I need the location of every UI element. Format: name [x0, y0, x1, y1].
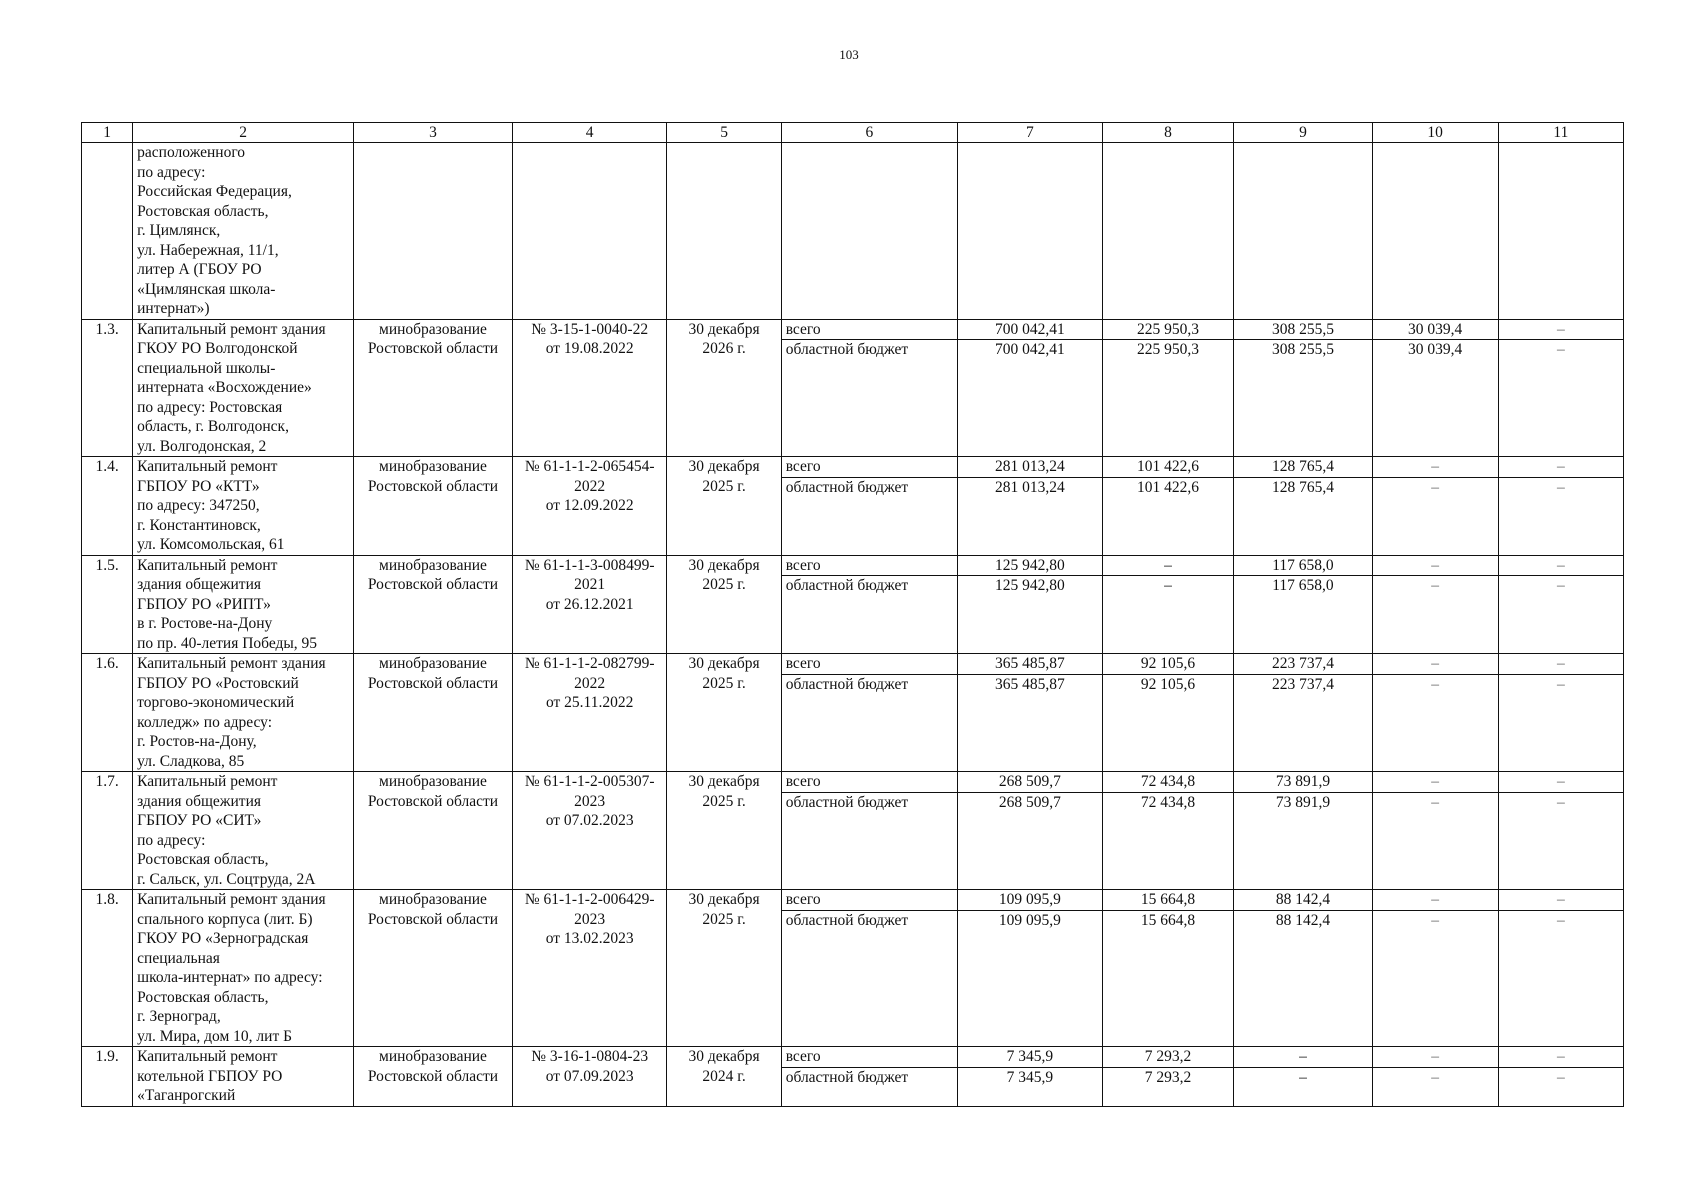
cell-line: Ростовской области [367, 576, 499, 593]
cell-line: Капитальный ремонт [137, 556, 278, 574]
cell-line: Российская Федерация, [137, 183, 292, 200]
item-name [133, 772, 354, 890]
cell-line: ГКОУ РО Волгодонской [137, 340, 298, 357]
amount-col-7: 365 485,87 [957, 674, 1102, 772]
item-name [133, 654, 354, 772]
cell-line: № 61-1-1-2-065454- [524, 458, 655, 475]
amount-col-10: 30 039,4 [1372, 319, 1498, 340]
amount-col-11: – [1498, 555, 1623, 576]
amount-col-7: 281 013,24 [957, 477, 1102, 555]
funding-source: областной бюджет [781, 340, 957, 457]
cell-line: по пр. 40-летия Победы, 95 [137, 634, 318, 652]
item-deadline [667, 654, 781, 772]
item-document [512, 654, 667, 772]
cell-line: Ростовской области [367, 340, 499, 357]
cell-line: 30 декабря [688, 891, 760, 908]
item-customer [354, 772, 513, 890]
amount-col-8: – [1102, 576, 1234, 654]
header-cell: 11 [1498, 123, 1623, 143]
cell-line: специальная [137, 949, 220, 967]
cell-line: здания общежития [137, 792, 261, 810]
amount-col-9: 128 765,4 [1234, 477, 1372, 555]
header-cell: 9 [1234, 123, 1372, 143]
continuation-cell-8 [1102, 143, 1234, 320]
item-number: 1.6. [82, 654, 133, 772]
table-row [82, 890, 1624, 911]
item-customer [354, 319, 513, 457]
item-number: 1.8. [82, 890, 133, 1047]
cell-line: минобразование [379, 773, 487, 790]
continuation-cell-4 [512, 143, 667, 320]
cell-line: ул. Комсомольская, 61 [137, 536, 285, 553]
cell-line: Ростовской области [367, 792, 499, 810]
amount-col-7: 7 345,9 [957, 1047, 1102, 1068]
cell-line: 2025 г. [702, 477, 746, 495]
amount-col-9: 308 255,5 [1234, 340, 1372, 457]
item-deadline [667, 1047, 781, 1107]
cell-line: по адресу: [137, 831, 206, 849]
amount-col-7: 109 095,9 [957, 910, 1102, 1047]
amount-col-11: – [1498, 890, 1623, 911]
amount-col-8: – [1102, 555, 1234, 576]
amount-col-9: – [1234, 1067, 1372, 1106]
amount-col-8: 72 434,8 [1102, 792, 1234, 890]
amount-col-11: – [1498, 1047, 1623, 1068]
amount-col-7: 700 042,41 [957, 319, 1102, 340]
cell-line: минобразование [379, 556, 487, 574]
funding-source: всего [781, 890, 957, 911]
funding-source: областной бюджет [781, 674, 957, 772]
item-customer [354, 654, 513, 772]
cell-line: расположенного [137, 144, 246, 161]
amount-col-7: 268 509,7 [957, 772, 1102, 793]
amount-col-8: 101 422,6 [1102, 457, 1234, 478]
amount-col-11: – [1498, 910, 1623, 1047]
cell-line: колледж» по адресу: [137, 713, 273, 731]
cell-line: от 25.11.2022 [545, 694, 634, 711]
funding-source: всего [781, 1047, 957, 1068]
cell-line: ГБПОУ РО «РИПТ» [137, 595, 271, 613]
continuation-cell-10 [1372, 143, 1498, 320]
cell-line: 2023 [574, 910, 606, 928]
cell-line: от 13.02.2023 [545, 930, 634, 947]
cell-line: в г. Ростове-на-Дону [137, 615, 273, 632]
cell-line: ул. Сладкова, 85 [137, 752, 245, 770]
cell-line: № 61-1-1-3-008499- [524, 556, 655, 574]
funding-source: областной бюджет [781, 792, 957, 890]
cell-line: минобразование [379, 320, 487, 338]
cell-line: г. Ростов-на-Дону, [137, 733, 257, 750]
header-cell: 10 [1372, 123, 1498, 143]
amount-col-9: 223 737,4 [1234, 654, 1372, 675]
amount-col-8: 15 664,8 [1102, 910, 1234, 1047]
header-cell: 1 [82, 123, 133, 143]
header-cell: 7 [957, 123, 1102, 143]
item-name [133, 319, 354, 457]
amount-col-9: 128 765,4 [1234, 457, 1372, 478]
amount-col-9: 117 658,0 [1234, 555, 1372, 576]
cell-line: интерната «Восхождение» [137, 379, 312, 396]
cell-line: 2022 [574, 674, 606, 692]
cell-line: 2025 г. [702, 576, 746, 593]
cell-line: 2022 [574, 477, 606, 495]
cell-line: Ростовской области [367, 477, 499, 495]
item-customer [354, 457, 513, 556]
cell-line: ул. Волгодонская, 2 [137, 437, 267, 455]
table-row [82, 1047, 1624, 1068]
continuation-cell-1 [82, 143, 133, 320]
amount-col-11: – [1498, 319, 1623, 340]
amount-col-10: – [1372, 457, 1498, 478]
funding-source: областной бюджет [781, 576, 957, 654]
item-document [512, 319, 667, 457]
item-customer [354, 555, 513, 654]
amount-col-11: – [1498, 477, 1623, 555]
table-row [82, 772, 1624, 793]
page-number: 103 [839, 47, 859, 62]
continuation-cell-6 [781, 143, 957, 320]
cell-line: Ростовской области [367, 674, 499, 692]
item-name [133, 890, 354, 1047]
table-row [82, 457, 1624, 478]
amount-col-7: 365 485,87 [957, 654, 1102, 675]
cell-line: Ростовская область, [137, 202, 269, 220]
cell-line: г. Сальск, ул. Соцтруда, 2А [137, 870, 316, 888]
cell-line: 30 декабря [688, 320, 760, 338]
cell-line: «Таганрогский [137, 1087, 236, 1104]
cell-line: котельной ГБПОУ РО [137, 1067, 283, 1085]
cell-line: 2021 [574, 576, 606, 593]
cell-line: Капитальный ремонт [137, 458, 278, 475]
amount-col-10: – [1372, 654, 1498, 675]
amount-col-9: – [1234, 1047, 1372, 1068]
cell-line: минобразование [379, 891, 487, 908]
amount-col-9: 88 142,4 [1234, 910, 1372, 1047]
amount-col-10: – [1372, 890, 1498, 911]
amount-col-11: – [1498, 576, 1623, 654]
amount-col-11: – [1498, 792, 1623, 890]
amount-col-8: 101 422,6 [1102, 477, 1234, 555]
item-name [133, 555, 354, 654]
item-name [133, 457, 354, 556]
item-number: 1.4. [82, 457, 133, 556]
cell-line: 2024 г. [702, 1067, 746, 1085]
funding-source: областной бюджет [781, 1067, 957, 1106]
funding-source: всего [781, 772, 957, 793]
cell-line: «Цимлянская школа- [137, 280, 276, 298]
cell-line: ГБПОУ РО «КТТ» [137, 477, 260, 495]
cell-line: минобразование [379, 458, 487, 475]
table-row [82, 654, 1624, 675]
cell-line: г. Цимлянск, [137, 222, 221, 239]
funding-source: всего [781, 555, 957, 576]
item-number: 1.7. [82, 772, 133, 890]
cell-line: минобразование [379, 1048, 487, 1065]
item-document [512, 890, 667, 1047]
amount-col-7: 700 042,41 [957, 340, 1102, 457]
amount-col-10: – [1372, 792, 1498, 890]
continuation-cell-11 [1498, 143, 1623, 320]
amount-col-10: – [1372, 674, 1498, 772]
cell-line: литер А (ГБОУ РО [137, 261, 262, 278]
cell-line: 2025 г. [702, 674, 746, 692]
amount-col-10: – [1372, 910, 1498, 1047]
cell-line: торгово-экономический [137, 694, 295, 711]
funding-source: всего [781, 654, 957, 675]
cell-line: от 12.09.2022 [545, 497, 634, 514]
cell-line: 2026 г. [702, 340, 746, 357]
continuation-cell-2 [133, 143, 354, 320]
amount-col-10: – [1372, 772, 1498, 793]
funding-source: областной бюджет [781, 477, 957, 555]
cell-line: № 61-1-1-2-082799- [524, 655, 655, 672]
amount-col-7: 7 345,9 [957, 1067, 1102, 1106]
amount-col-8: 225 950,3 [1102, 319, 1234, 340]
cell-line: от 26.12.2021 [545, 595, 634, 613]
item-name [133, 1047, 354, 1107]
cell-line: № 3-15-1-0040-22 [531, 320, 649, 338]
item-document [512, 555, 667, 654]
cell-line: 30 декабря [688, 556, 760, 574]
cell-line: № 3-16-1-0804-23 [531, 1048, 649, 1065]
amount-col-10: – [1372, 576, 1498, 654]
amount-col-10: – [1372, 1047, 1498, 1068]
cell-line: 2023 [574, 792, 606, 810]
item-customer [354, 1047, 513, 1107]
header-cell: 6 [781, 123, 957, 143]
header-cell: 4 [512, 123, 667, 143]
amount-col-10: 30 039,4 [1372, 340, 1498, 457]
cell-line: Капитальный ремонт здания [137, 891, 326, 908]
cell-line: № 61-1-1-2-006429- [524, 891, 655, 908]
amount-col-11: – [1498, 340, 1623, 457]
amount-col-7: 125 942,80 [957, 555, 1102, 576]
funding-source: областной бюджет [781, 910, 957, 1047]
amount-col-8: 92 105,6 [1102, 674, 1234, 772]
amount-col-7: 281 013,24 [957, 457, 1102, 478]
amount-col-8: 225 950,3 [1102, 340, 1234, 457]
amount-col-8: 7 293,2 [1102, 1047, 1234, 1068]
amount-col-11: – [1498, 1067, 1623, 1106]
amount-col-10: – [1372, 477, 1498, 555]
cell-line: по адресу: Ростовская [137, 398, 283, 416]
cell-line: ул. Мира, дом 10, лит Б [137, 1027, 293, 1045]
cell-line: Ростовская область, [137, 851, 269, 868]
cell-line: по адресу: 347250, [137, 497, 260, 514]
amount-col-9: 73 891,9 [1234, 792, 1372, 890]
amount-col-11: – [1498, 654, 1623, 675]
cell-line: ГБПОУ РО «Ростовский [137, 674, 299, 692]
cell-line: ул. Набережная, 11/1, [137, 241, 279, 259]
item-deadline [667, 890, 781, 1047]
cell-line: Ростовской области [367, 1067, 499, 1085]
amount-col-8: 15 664,8 [1102, 890, 1234, 911]
item-deadline [667, 319, 781, 457]
item-number: 1.5. [82, 555, 133, 654]
cell-line: № 61-1-1-2-005307- [524, 773, 655, 790]
header-cell: 2 [133, 123, 354, 143]
cell-line: Капитальный ремонт [137, 1048, 278, 1065]
cell-line: г. Зерноград, [137, 1008, 221, 1025]
amount-col-10: – [1372, 555, 1498, 576]
amount-col-8: 92 105,6 [1102, 654, 1234, 675]
cell-line: Капитальный ремонт [137, 773, 278, 790]
item-document [512, 457, 667, 556]
cell-line: 30 декабря [688, 458, 760, 475]
cell-line: от 07.02.2023 [545, 812, 634, 829]
cell-line: 30 декабря [688, 1048, 760, 1065]
amount-col-11: – [1498, 772, 1623, 793]
cell-line: спального корпуса (лит. Б) [137, 910, 313, 928]
cell-line: специальной школы- [137, 359, 276, 377]
continuation-cell-5 [667, 143, 781, 320]
cell-line: Капитальный ремонт здания [137, 655, 326, 672]
cell-line: от 07.09.2023 [545, 1067, 634, 1085]
funding-source: всего [781, 457, 957, 478]
amount-col-8: 7 293,2 [1102, 1067, 1234, 1106]
table-body [82, 123, 1624, 1107]
cell-line: школа-интернат» по адресу: [137, 969, 323, 986]
cell-line: ГБПОУ РО «СИТ» [137, 812, 262, 829]
header-cell: 8 [1102, 123, 1234, 143]
amount-col-9: 117 658,0 [1234, 576, 1372, 654]
cell-line: от 19.08.2022 [545, 340, 634, 357]
header-cell: 3 [354, 123, 513, 143]
amount-col-9: 308 255,5 [1234, 319, 1372, 340]
cell-line: по адресу: [137, 163, 206, 181]
cell-line: Капитальный ремонт здания [137, 320, 326, 338]
cell-line: Ростовская область, [137, 988, 269, 1006]
cell-line: область, г. Волгодонск, [137, 418, 289, 435]
amount-col-9: 88 142,4 [1234, 890, 1372, 911]
cell-line: 2025 г. [702, 792, 746, 810]
item-number: 1.9. [82, 1047, 133, 1107]
cell-line: 30 декабря [688, 773, 760, 790]
amount-col-11: – [1498, 674, 1623, 772]
cell-line: г. Константиновск, [137, 516, 261, 534]
cell-line: минобразование [379, 655, 487, 672]
cell-line: Ростовской области [367, 910, 499, 928]
amount-col-8: 72 434,8 [1102, 772, 1234, 793]
amount-col-9: 223 737,4 [1234, 674, 1372, 772]
item-deadline [667, 457, 781, 556]
header-cell: 5 [667, 123, 781, 143]
item-deadline [667, 772, 781, 890]
item-document [512, 1047, 667, 1107]
amount-col-9: 73 891,9 [1234, 772, 1372, 793]
continuation-row [82, 143, 1624, 320]
column-number-row [82, 123, 1624, 143]
item-number: 1.3. [82, 319, 133, 457]
amount-col-10: – [1372, 1067, 1498, 1106]
continuation-cell-3 [354, 143, 513, 320]
continuation-cell-7 [957, 143, 1102, 320]
continuation-cell-9 [1234, 143, 1372, 320]
budget-table [81, 122, 1624, 1107]
item-customer [354, 890, 513, 1047]
amount-col-11: – [1498, 457, 1623, 478]
item-deadline [667, 555, 781, 654]
funding-source: всего [781, 319, 957, 340]
cell-line: здания общежития [137, 576, 261, 593]
cell-line: интернат») [137, 300, 210, 317]
table-row [82, 319, 1624, 340]
cell-line: 30 декабря [688, 655, 760, 672]
cell-line: ГКОУ РО «Зерноградская [137, 930, 309, 947]
table-row [82, 555, 1624, 576]
amount-col-7: 109 095,9 [957, 890, 1102, 911]
amount-col-7: 268 509,7 [957, 792, 1102, 890]
item-document [512, 772, 667, 890]
amount-col-7: 125 942,80 [957, 576, 1102, 654]
cell-line: 2025 г. [702, 910, 746, 928]
